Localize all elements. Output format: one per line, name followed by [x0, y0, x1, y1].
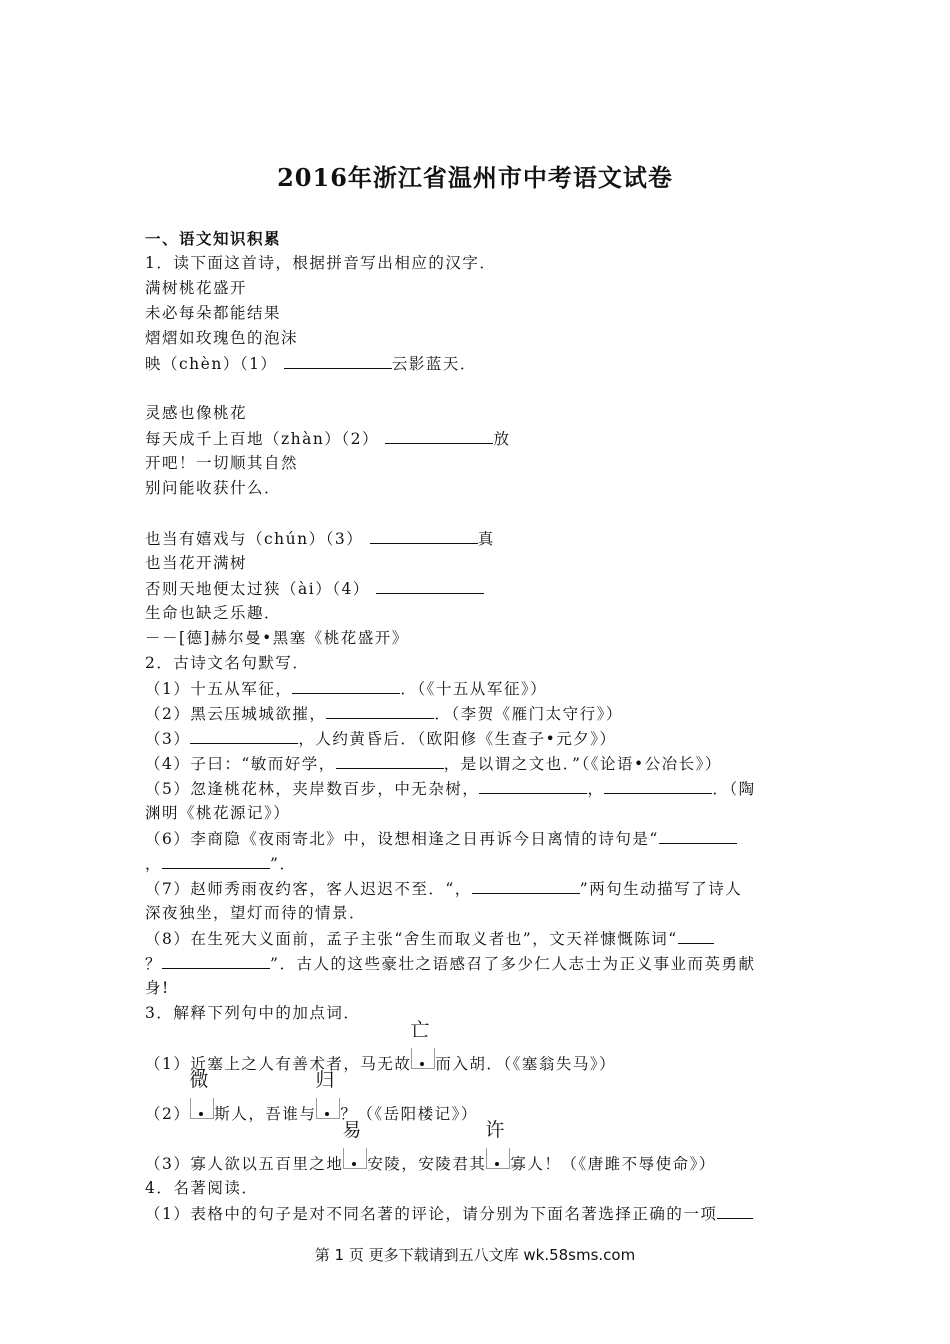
poem-line: 满树桃花盛开	[145, 279, 248, 297]
poem-line: 别问能收获什么．	[145, 479, 282, 497]
poem-line: 开吧！一切顺其自然	[145, 454, 299, 472]
q3-item: （2） 微 斯人，吾谁与 归 ？（《岳阳楼记》）	[145, 1069, 478, 1123]
q2-item: 身!	[145, 979, 170, 997]
answer-blank[interactable]	[336, 751, 444, 769]
q2-item: （5）忽逢桃花林，夹岸数百步，中无杂树， ， ．（陶	[145, 776, 805, 801]
q2-item: 渊明《桃花源记》）	[145, 804, 291, 822]
poem-line: 每天成千上百地（zhàn）（2） 放	[145, 426, 805, 451]
page-footer: 第 1 页 更多下载请到五八文库 wk.58sms.com	[314, 1246, 636, 1264]
answer-blank[interactable]	[604, 776, 712, 794]
answer-blank[interactable]	[292, 676, 400, 694]
page-title: 2016年浙江省温州市中考语文试卷	[277, 163, 673, 192]
q3-item: （3）寡人欲以五百里之地 易 安陵，安陵君其 许 寡人！（《唐雎不辱使命》）	[145, 1119, 716, 1173]
emphasis-word: 易	[343, 1148, 367, 1169]
poem-line: 未必每朵都能结果	[145, 304, 282, 322]
section-heading: 一、语文知识积累	[145, 229, 282, 248]
answer-blank[interactable]	[472, 876, 580, 894]
emphasis-word: 亡	[411, 1048, 435, 1069]
emphasis-word: 许	[486, 1148, 510, 1169]
poem-line: 否则天地便太过狭（ài）（4）	[145, 576, 805, 601]
poem-attribution: －－[德]赫尔曼•黑塞《桃花盛开》	[145, 629, 409, 647]
q2-item: ？ ”．古人的这些豪壮之语感召了多少仁人志士为正义事业而英勇献	[145, 951, 805, 976]
q2-item: （4）子曰：“敏而好学， ，是以谓之文也．”（《论语•公冶长》）	[145, 751, 805, 776]
q2-item: ， ”．	[145, 851, 805, 876]
answer-blank[interactable]	[190, 726, 298, 744]
poem-line: 生命也缺乏乐趣．	[145, 604, 282, 622]
q4-item: （1）表格中的句子是对不同名著的评论，请分别为下面名著选择正确的一项	[145, 1201, 805, 1226]
answer-blank[interactable]	[284, 351, 392, 369]
answer-blank[interactable]	[479, 776, 587, 794]
emphasis-word: 微	[190, 1098, 214, 1119]
answer-blank[interactable]	[326, 701, 434, 719]
q2-item: （1）十五从军征， ．（《十五从军征》）	[145, 676, 805, 701]
q2-item: （3） ，人约黄昏后．（欧阳修《生查子•元夕》）	[145, 726, 805, 751]
answer-blank[interactable]	[376, 576, 484, 594]
emphasis-word: 归	[316, 1098, 340, 1119]
document-body	[145, 226, 805, 1226]
answer-blank[interactable]	[162, 851, 270, 869]
q1-prompt: 1．读下面这首诗，根据拼音写出相应的汉字．	[145, 254, 497, 272]
answer-blank[interactable]	[370, 526, 478, 544]
answer-blank[interactable]	[659, 826, 737, 844]
answer-blank[interactable]	[385, 426, 493, 444]
answer-blank[interactable]	[162, 951, 270, 969]
poem-line: 也当花开满树	[145, 554, 248, 572]
poem-line: 熠熠如玫瑰色的泡沫	[145, 329, 299, 347]
answer-blank[interactable]	[678, 926, 714, 944]
q3-prompt: 3．解释下列句中的加点词．	[145, 1004, 361, 1022]
poem-line: 也当有嬉戏与（chún）（3） 真	[145, 526, 805, 551]
q2-item: （6）李商隐《夜雨寄北》中，设想相逢之日再诉今日离情的诗句是“	[145, 826, 805, 851]
q2-item: （2）黑云压城城欲摧， ．（李贺《雁门太守行》）	[145, 701, 805, 726]
answer-blank[interactable]	[717, 1201, 753, 1219]
poem-line: 映（chèn）（1） 云影蓝天．	[145, 351, 805, 376]
q2-item: （8）在生死大义面前，孟子主张“舍生而取义者也”，文天祥慷慨陈词“	[145, 926, 805, 951]
q4-prompt: 4．名著阅读．	[145, 1179, 259, 1197]
q3-item: （1）近塞上之人有善术者，马无故 亡 而入胡．（《塞翁失马》）	[145, 1019, 617, 1073]
q2-prompt: 2．古诗文名句默写．	[145, 654, 310, 672]
q2-item: （7）赵师秀雨夜约客，客人迟迟不至．“， ”两句生动描写了诗人	[145, 876, 805, 901]
q2-item: 深夜独坐，望灯而待的情景．	[145, 904, 367, 922]
poem-line: 灵感也像桃花	[145, 404, 248, 422]
